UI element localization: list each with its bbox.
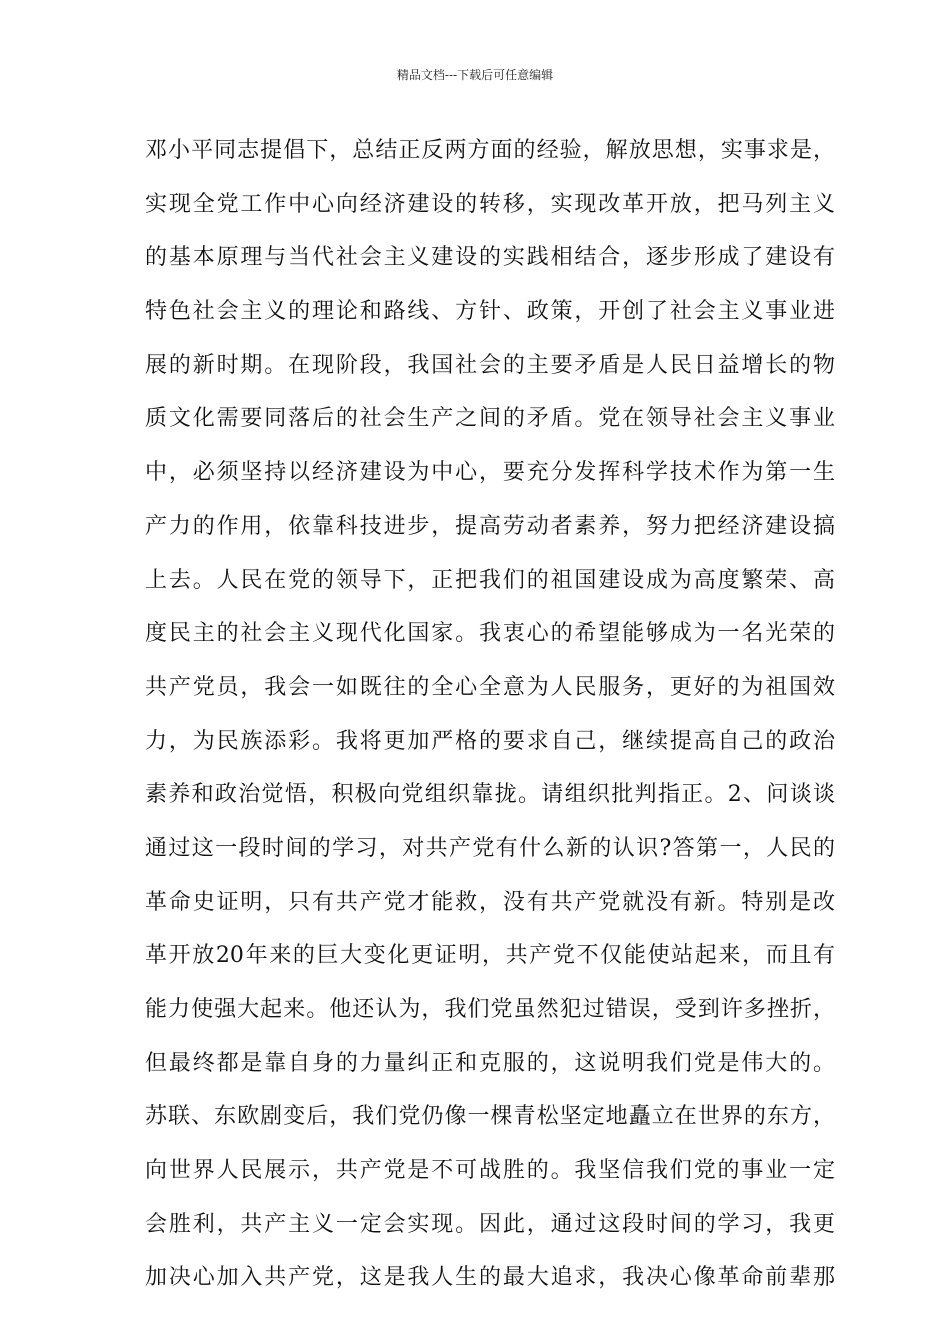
text-line: 共产党员，我会一如既往的全心全意为人民服务，更好的为祖国效 <box>145 674 835 700</box>
text-line: 中，必须坚持以经济建设为中心，要充分发挥科学技术作为第一生 <box>145 460 835 486</box>
text-line: 上去。人民在党的领导下，正把我们的祖国建设成为高度繁荣、高 <box>145 567 835 593</box>
text-line: 革命史证明，只有共产党才能救，没有共产党就没有新。特别是改 <box>145 889 835 915</box>
text-line: 力，为民族添彩。我将更加严格的要求自己，继续提高自己的政治 <box>145 728 835 754</box>
text-line: 素养和政治觉悟，积极向党组织靠拢。请组织批判指正。2、问谈谈 <box>145 782 835 808</box>
text-line: 通过这一段时间的学习，对共产党有什么新的认识?答第一，人民的 <box>145 835 835 861</box>
text-line: 向世界人民展示，共产党是不可战胜的。我坚信我们党的事业一定 <box>145 1158 835 1184</box>
text-line: 质文化需要同落后的社会生产之间的矛盾。党在领导社会主义事业 <box>145 406 835 432</box>
text-line: 但最终都是靠自身的力量纠正和克服的，这说明我们党是伟大的。 <box>145 1050 835 1076</box>
text-line: 革开放20年来的巨大变化更证明，共产党不仅能使站起来，而且有 <box>145 943 835 969</box>
text-line: 特色社会主义的理论和路线、方针、政策，开创了社会主义事业进 <box>145 299 835 325</box>
text-line: 度民主的社会主义现代化国家。我衷心的希望能够成为一名光荣的 <box>145 621 835 647</box>
text-line: 苏联、东欧剧变后，我们党仍像一棵青松坚定地矗立在世界的东方， <box>145 1104 835 1130</box>
text-line: 会胜利，共产主义一定会实现。因此，通过这段时间的学习，我更 <box>145 1211 835 1237</box>
text-line: 能力使强大起来。他还认为，我们党虽然犯过错误，受到许多挫折， <box>145 997 835 1022</box>
text-line: 加决心加入共产党，这是我人生的最大追求，我决心像革命前辈那 <box>145 1265 835 1291</box>
text-line: 实现全党工作中心向经济建设的转移，实现改革开放，把马列主义 <box>145 191 835 217</box>
page-header: 精品文档---下载后可任意编辑 <box>396 68 554 82</box>
body-text <box>145 124 835 1305</box>
text-line: 展的新时期。在现阶段，我国社会的主要矛盾是人民日益增长的物 <box>145 352 835 378</box>
text-line: 邓小平同志提倡下，总结正反两方面的经验，解放思想，实事求是， <box>145 138 835 163</box>
text-line: 产力的作用，依靠科技进步，提高劳动者素养，努力把经济建设搞 <box>145 513 835 539</box>
text-line: 的基本原理与当代社会主义建设的实践相结合，逐步形成了建设有 <box>145 245 835 271</box>
